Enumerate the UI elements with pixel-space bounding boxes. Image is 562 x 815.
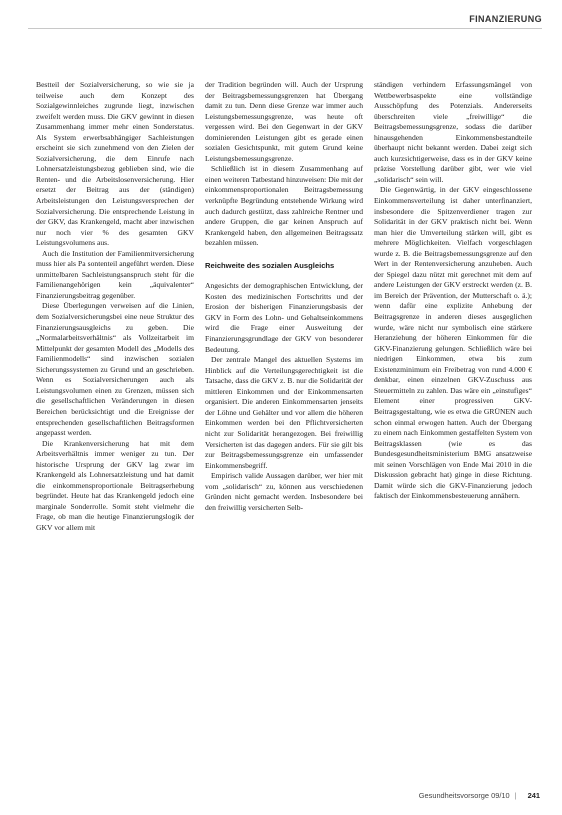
paragraph: ständigen verhindern Erfassungsmängel von Wettbewerbsaspekte eine vollständige Ausschöpfung des Potenzials. Andererseits überschreiten viele „freiwillige“ die Beitragsbemessungsgrenze, sodass die darüber hinausgehenden Einkommensbestandteile überhaupt nicht bekannt werden. Dabei zeigt sich auch kurzsichtigerweise, dass es in der GKV keine präzise Vorstellung darüber gibt, wer wie viel „solidarisch“ sein will. <box>374 80 532 184</box>
footer-separator: | <box>514 791 517 800</box>
paragraph: Die Krankenversicherung hat mit dem Arbeitsverhältnis immer weniger zu tun. Der historische Ursprung der GKV lag zwar im Krankengeld als Lohnersatzleistung und hat damit die einkommensproportionale Beitragserhebung begründet. Heute hat das Krankengeld jedoch eine marginale Sonderrolle. Somit steht vielmehr die Frage, ob man die heutige Finanzierungslogik der GKV vor allem mit <box>36 438 194 532</box>
paragraph: Bestteil der Sozialversicherung, so wie sie ja teilweise auch dem Konzept des Sozialgewinnleiches zugrunde liegt, inzwischen zweifelt werden muss. Die GKV gewinnt in diesen Zusammenhang immer mehr einen Sonderstatus. Als System erwerbsabhängiger Sachleistungen erscheint sie sich zunehmend von den Zielen der Sozialversicherung, die dem Einrufe nach Lohnersatzleistungsbezug geblieben sind, wie die Renten- und die Arbeitslosenversicherung. Hier ersetzt der Beitrag aus der (ständigen) Arbeitsleistungen den Leistungsversprechen der Sozialversicherung. Die entsprechende Leistung in der GKV, das Krankengeld, macht aber inzwischen nur noch vier % des gesamten GKV Leistungsvolumens aus. <box>36 80 194 248</box>
paragraph: Auch die Institution der Familienmitversicherung muss hier als Pa sontenteil angeführt werden. Diese unmittelbaren Sachleistungsanspruch steht für die Familienangehörigen kein „äquivalenter“ Finanzierungsbeitrag gegenüber. <box>36 248 194 300</box>
page-number: 241 <box>527 791 540 800</box>
text-column-2 <box>205 80 363 513</box>
paragraph: Diese Überlegungen verweisen auf die Linien, dem Sozialversicherungsbei eine neue Struktur des Finanzierungsausgleichs zu geben. Die „Normalarbeitsverhältnis“ als Vollzeitarbeit im Mittelpunkt der gesamten Modell des „Modells des Familienmodells“ sind inzwischen sozialen Sicherungssystemen zu Grund und an geschrieben. Wenn es Sozialversicherungen auch als Leistungsvolumen einen zu Grenzen, müssen sich die gesellschaftlichen Veränderungen in diesen Bereichen berücksichtigt und die Ereignisse der entsprechenden gesellschaftlichen Beitragsformen angepasst werden. <box>36 301 194 438</box>
header-divider <box>28 28 542 29</box>
paragraph: Die Gegenwärtig, in der GKV eingeschlossene Einkommensverteilung ist daher unterfinanziert, insbesondere die Spitzenverdiener tragen zur Solidarität in der GKV praktisch nicht bei. Wenn man hier die Umverteilung stärken will, gibt es mehrere Möglichkeiten. Vielfach vorgeschlagen wurde z. B. die Beitragsbemessungsgrenze auf den Wert in der Rentenversicherung anzuheben. Auch der Spiegel dazu nützt mit gerechnet mit dem auf andere Leistungen der GKV erstreckt werden (z. B. im Bereich der Prävention, der Mutterschaft o. ä.); wenn dafür eine explizite Anhebung der Beitragsgrenze in anderen dieses ausgeglichen wurde, wäre nicht nur symbolisch eine stärkere Heranziehung der höheren Einkommen für die GKV-Finanzierung gelungen. Schließlich wäre bei niedrigen Einkommen, etwa bis zum Existenzminimum ein Freibetrag von rund 4.000 € denkbar, einen einzelnen GKV-Zuschuss aus Steuermitteln zu zahlen. Das wäre ein „einstufiges“ Element einer progressiven GKV-Beitragsgestaltung, wie es etwa die GRÜNEN auch schon einmal erwogen hatten. Auch der Übergang zu einem nach Einkommen gestaffelten System von Beitragsklassen (wie es das Bundesgesundheitsministerium BMG ansatzweise mit seinen Vorschlägen von Ende Mai 2010 in die Diskussion gebracht hat) ginge in diese Richtung. Damit würde sich die GKV-Finanzierung jedoch faktisch der Einkommensbesteuerung annähern. <box>374 185 532 501</box>
paragraph: Empirisch valide Aussagen darüber, wer hier mit vom „solidarisch“ zu, können aus verschiedenen Gründen nicht gemacht werden. Insbesondere bei den freiwillig versicherten Selb- <box>205 471 363 512</box>
issue-number: 09/10 <box>491 791 510 800</box>
section-heading: Reichweite des sozialen Ausgleichs <box>205 260 335 270</box>
paragraph: Schließlich ist in diesem Zusammenhang auf einen weiteren Tatbestand hinzuweisen: Die mit der einkommensproportionalen Beitragsbemessung verknüpfte Begründung entstehende Wirkung wird auch dadurch gestützt, dass zahlreiche Rentner und andere Gruppen, die gar keinen Anspruch auf Krankengeld haben, den allgemeinen Beitragssatz bezahlen müssen. <box>205 164 363 248</box>
paragraph: Angesichts der demographischen Entwicklung, der Kosten des medizinischen Fortschritts und der Erosion der bisherigen Finanzierungsbasis der GKV in Form des Lohn- und Gehaltseinkommens wird die Frage einer Ausweitung der Finanzierungsgrundlage der GKV von besonderer Bedeutung. <box>205 281 363 354</box>
paragraph: Der zentrale Mangel des aktuellen Systems im Hinblick auf die Verteilungsgerechtigkeit ist die Tatsache, dass die GKV z. B. nur die Solidarität der mittleren Einkommen und der Einkommensarten organisiert. Die anderen Einkommensarten jenseits der Löhne und Gehälter und vor allem die höheren Einkommen werden bei den Pflichtversicherten nicht zur Solidarität herangezogen. Bei freiwillig Versicherten ist das dagegen anders. Für sie gilt bis zur Beitragsbemessungsgrenze ein umfassender Einkommensbegriff. <box>205 355 363 470</box>
journal-name: Gesundheitsvorsorge <box>418 791 490 800</box>
paragraph: der Tradition begründen will. Auch der Ursprung der Beitragsbemessungsgrenzen hat Übergang damit zu tun. Denn diese Grenze war immer auch Leistungsbemessungsgrenze, was heute oft vergessen wird. Bei den Gegenwart in der GKV dominierenden Leistungen gibt es gerade einen sozialen Gesichtspunkt, mit gutem Grund keine Leistungsbemessungsgrenze. <box>205 80 363 163</box>
page-footer <box>419 791 540 800</box>
text-column-1 <box>36 80 194 534</box>
text-column-3 <box>374 80 532 502</box>
section-label: FINANZIERUNG <box>469 14 542 24</box>
